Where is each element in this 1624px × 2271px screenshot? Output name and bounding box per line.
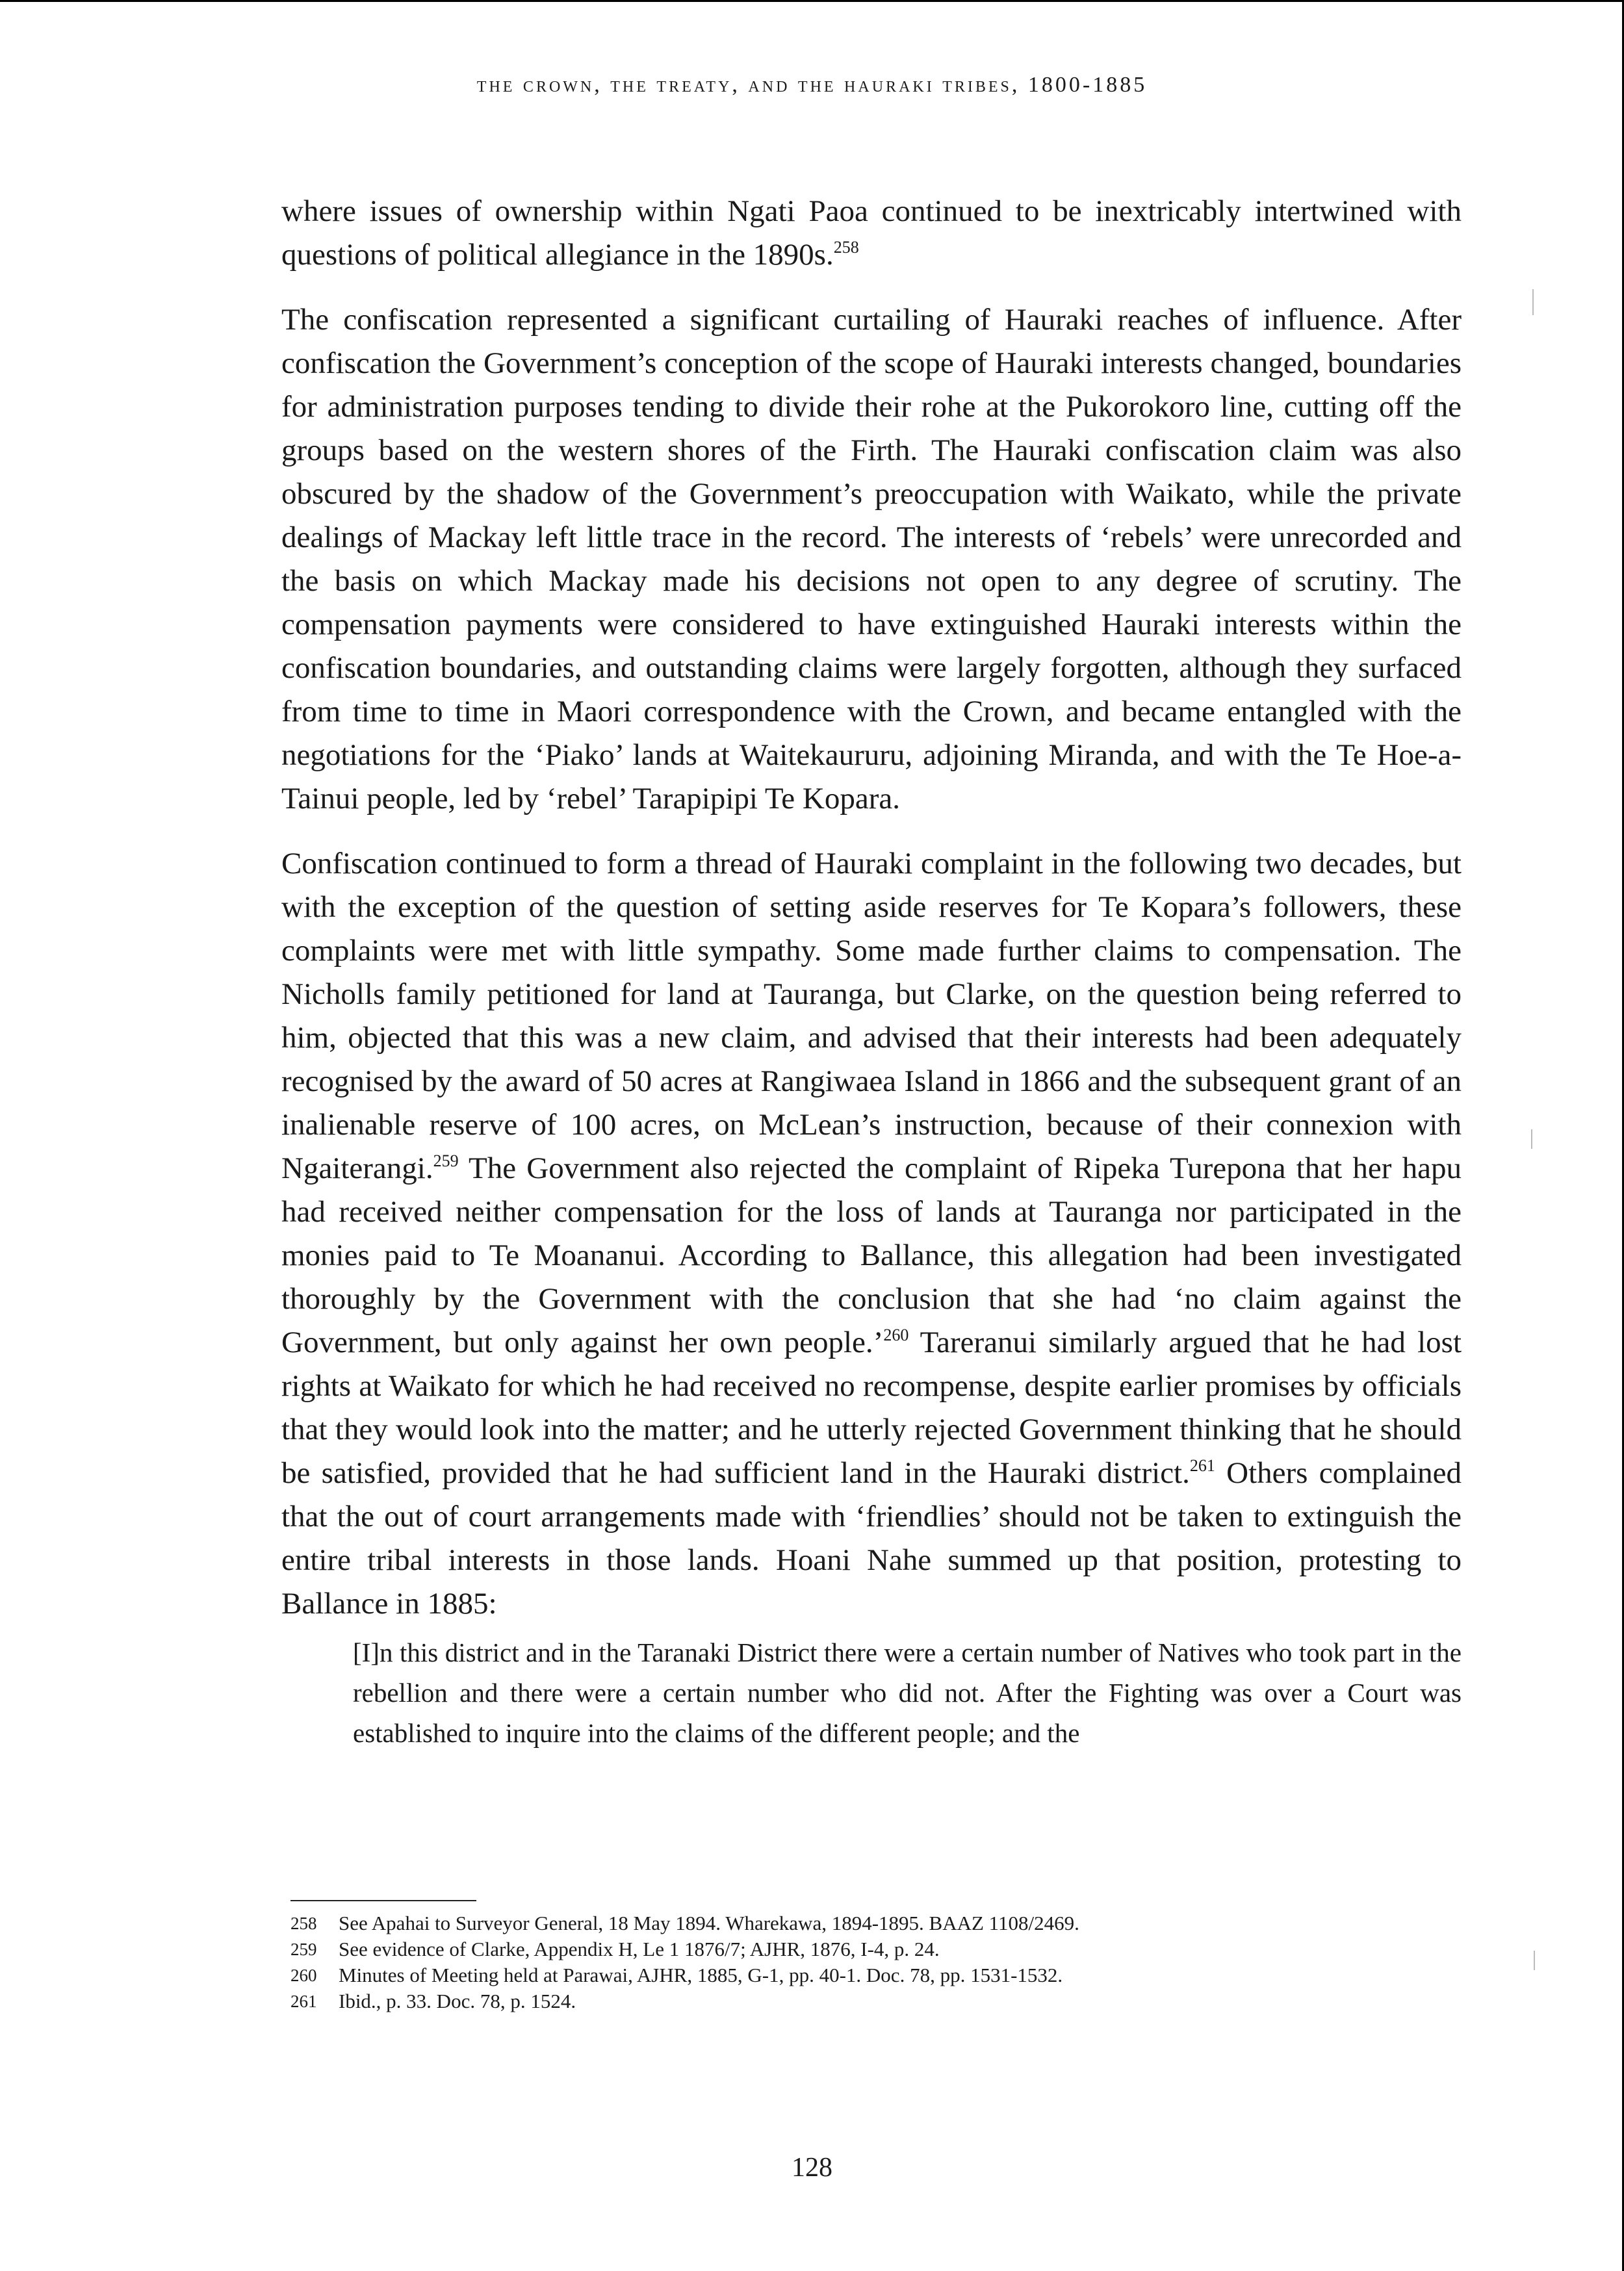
footnotes (290, 1910, 1460, 2014)
footnote-ref-261[interactable]: 261 (1189, 1456, 1215, 1475)
footnote-258 (290, 1910, 1460, 1936)
block-quote: [I]n this district and in the Taranaki District there were a certain number of Natives who took part in the rebellion and there were a certain number who did not. After the Fighting was over a Court was established to inquire into the claims of the different people; and the (353, 1637, 1462, 1748)
main-text (281, 190, 1462, 1753)
margin-mark (1534, 1951, 1535, 1970)
footnote-number: 260 (290, 1966, 317, 1985)
margin-mark (1531, 1129, 1532, 1149)
footnote-ref-259[interactable]: 259 (433, 1151, 459, 1170)
paragraph-1-text: where issues of ownership within Ngati Paoa continued to be inextricably intertwined with questions of political allegiance in the 1890s. (281, 194, 1462, 272)
margin-mark (1532, 289, 1534, 315)
footnote-text: Minutes of Meeting held at Parawai, AJHR, 1885, G-1, pp. 40-1. Doc. 78, pp. 1531-1532. (339, 1964, 1063, 1986)
footnote-261 (290, 1988, 1460, 2014)
footnote-number: 261 (290, 1992, 317, 2011)
running-header: the crown, the treaty, and the hauraki tribes, 1800-1885 (476, 73, 1148, 97)
footnote-ref-258[interactable]: 258 (833, 238, 859, 257)
footnote-text: See evidence of Clarke, Appendix H, Le 1 1876/7; AJHR, 1876, I-4, p. 24. (339, 1938, 940, 1960)
paragraph-3 (281, 842, 1462, 1626)
footnote-260 (290, 1962, 1460, 1988)
paragraph-1 (281, 190, 1462, 277)
footnote-number: 258 (290, 1914, 317, 1933)
page-number: 128 (792, 2153, 832, 2183)
footnote-text: Ibid., p. 33. Doc. 78, p. 1524. (339, 1990, 576, 2012)
paragraph-2: The confiscation represented a significant curtailing of Hauraki reaches of influence. After confiscation the Government’s conception of the scope of Hauraki interests changed, boundaries for administration purposes tending to divide their rohe at the Pukorokoro line, cutting off the groups based on the western shores of the Firth. The Hauraki confiscation claim was also obscured by the shadow of the Government’s preoccupation with Waikato, while the private dealings of Mackay left little trace in the record. The interests of ‘rebels’ were unrecorded and the basis on which Mackay made his decisions not open to any degree of scrutiny. The compensation payments were considered to have extinguished Hauraki interests within the confiscation boundaries, and outstanding claims were largely forgotten, although they surfaced from time to time in Maori correspondence with the Crown, and became entangled with the negotiations for the ‘Piako’ lands at Waitekaururu, adjoining Miranda, and with the Te Hoe-a-Tainui people, led by ‘rebel’ Tarapipipi Te Kopara. (281, 303, 1462, 815)
footnote-separator (290, 1900, 476, 1901)
footnote-number: 259 (290, 1940, 317, 1959)
page-edge-top (0, 0, 1624, 2)
paragraph-3-seg1: Confiscation continued to form a thread of Hauraki complaint in the following two decades, but with the exception of the question of setting aside reserves for Te Kopara’s followers, these complaints were met with little sympathy. Some made further claims to compensation. The Nicholls family petitioned for land at Tauranga, but Clarke, on the question being referred to him, objected that this was a new claim, and advised that their interests had been adequately recognised by the award of 50 acres at Rangiwaea Island in 1866 and the subsequent grant of an inalienable reserve of 100 acres, on McLean’s instruction, because of their connexion with Ngaiterangi. (281, 847, 1462, 1185)
footnote-259 (290, 1936, 1460, 1962)
footnote-text: See Apahai to Surveyor General, 18 May 1894. Wharekawa, 1894-1895. BAAZ 1108/2469. (339, 1912, 1079, 1934)
paragraph-3-seg4: Others complained that the out of court arrangements made with ‘friendlies’ should not be taken to extinguish the entire tribal interests in those lands. Hoani Nahe summed up that position, protesting to Ballance in 1885: (281, 1456, 1462, 1621)
paragraph-3-seg3: Tareranui similarly argued that he had lost rights at Waikato for which he had received no recompense, despite earlier promises by officials that they would look into the matter; and he utterly rejected Government thinking that he should be satisfied, provided that he had sufficient land in the Hauraki district. (281, 1326, 1462, 1490)
paragraph-3-seg2: The Government also rejected the complaint of Ripeka Turepona that her hapu had received neither compensation for the loss of lands at Tauranga nor participated in the monies paid to Te Moananui. According to Ballance, this allegation had been investigated thoroughly by the Government with the conclusion that she had ‘no claim against the Government, but only against her own people.’ (281, 1151, 1462, 1359)
footnote-ref-260[interactable]: 260 (883, 1326, 909, 1344)
